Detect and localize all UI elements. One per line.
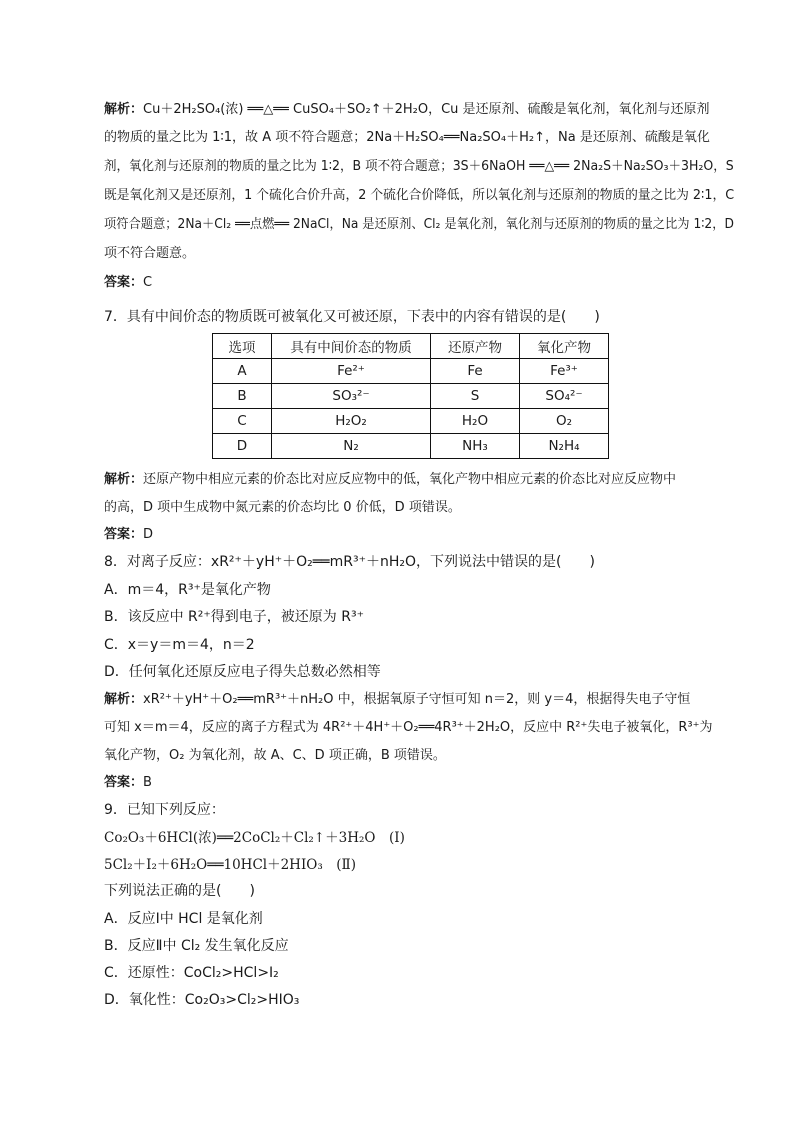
table-row bbox=[213, 434, 609, 459]
q6-analysis-line-1 bbox=[104, 98, 710, 117]
q8-option-c: C．x＝y＝m＝4，n＝2 bbox=[104, 637, 255, 653]
q6-answer-label: 答案： bbox=[104, 275, 144, 290]
q8-option-b: B．该反应中 R²⁺得到电子，被还原为 R³⁺ bbox=[104, 609, 364, 625]
table-cell: B bbox=[213, 384, 272, 409]
q6-analysis-line-6: 项不符合题意。 bbox=[104, 246, 196, 261]
q9-option-b: B．反应Ⅱ中 Cl₂ 发生氧化反应 bbox=[104, 938, 289, 954]
q7-stem: 7．具有中间价态的物质既可被氧化又可被还原，下表中的内容有错误的是( ) bbox=[104, 309, 600, 325]
q7-th-substance: 具有中间价态的物质 bbox=[272, 334, 431, 359]
q6-analysis-line-2: 的物质的量之比为 1∶1，故 A 项不符合题意；2Na＋H₂SO₄══Na₂SO₄＋H₂↑，Na 是还原剂、硫酸是氧化 bbox=[104, 130, 710, 145]
q8-analysis-line-3: 氧化产物，O₂ 为氧化剂，故 A、C、D 项正确，B 项错误。 bbox=[104, 748, 446, 763]
table-cell: Fe³⁺ bbox=[520, 359, 609, 384]
q7-th-option: 选项 bbox=[213, 334, 272, 359]
table-cell: Fe bbox=[431, 359, 520, 384]
q7-answer-value: D bbox=[143, 527, 154, 542]
q8-option-a: A．m＝4，R³⁺是氧化产物 bbox=[104, 582, 271, 598]
table-cell: NH₃ bbox=[431, 434, 520, 459]
q6-analysis-text-1: Cu＋2H₂SO₄(浓) ══△══ CuSO₄＋SO₂↑＋2H₂O，Cu 是还原剂、硫酸是氧化剂，氧化剂与还原剂 bbox=[143, 102, 710, 117]
table-cell: C bbox=[213, 409, 272, 434]
q8-stem: 8．对离子反应：xR²⁺＋yH⁺＋O₂══mR³⁺＋nH₂O，下列说法中错误的是( ) bbox=[104, 554, 595, 570]
q9-option-d: D．氧化性：Co₂O₃>Cl₂>HIO₃ bbox=[104, 992, 300, 1008]
table-row bbox=[213, 359, 609, 384]
q7-th-oxidation: 氧化产物 bbox=[520, 334, 609, 359]
q6-analysis-label: 解析： bbox=[104, 102, 144, 117]
table-cell: SO₃²⁻ bbox=[272, 384, 431, 409]
table-cell: N₂H₄ bbox=[520, 434, 609, 459]
q8-analysis-label: 解析： bbox=[104, 692, 144, 707]
table-cell: H₂O₂ bbox=[272, 409, 431, 434]
q7-analysis-line-2: 的高，D 项中生成物中氮元素的价态均比 0 价低，D 项错误。 bbox=[104, 500, 461, 515]
q8-answer-value: B bbox=[143, 775, 152, 790]
table-cell: SO₄²⁻ bbox=[520, 384, 609, 409]
q7-answer-label: 答案： bbox=[104, 527, 144, 542]
q7-th-reduction: 还原产物 bbox=[431, 334, 520, 359]
table-row bbox=[213, 384, 609, 409]
q9-reaction-1: Co₂O₃＋6HCl(浓)══2CoCl₂＋Cl₂↑＋3H₂O (Ⅰ) bbox=[104, 830, 405, 846]
table-cell: O₂ bbox=[520, 409, 609, 434]
q6-analysis-line-5: 项符合题意；2Na＋Cl₂ ══点燃══ 2NaCl，Na 是还原剂、Cl₂ 是氧化剂，氧化剂与还原剂的物质的量之比为 1∶2，D bbox=[104, 217, 734, 232]
table-cell: S bbox=[431, 384, 520, 409]
q9-option-c: C．还原性：CoCl₂>HCl>I₂ bbox=[104, 965, 279, 981]
q8-analysis-text-1: xR²⁺＋yH⁺＋O₂══mR³⁺＋nH₂O 中，根据氧原子守恒可知 n＝2，则 y＝4，根据得失电子守恒 bbox=[143, 692, 691, 707]
q7-table bbox=[212, 333, 609, 459]
table-cell: H₂O bbox=[431, 409, 520, 434]
q9-prompt: 下列说法正确的是( ) bbox=[104, 883, 255, 899]
q8-answer bbox=[104, 771, 152, 790]
table-cell: N₂ bbox=[272, 434, 431, 459]
q6-analysis-line-4: 既是氧化剂又是还原剂，1 个硫化合价升高，2 个硫化合价降低，所以氧化剂与还原剂的物质的量之比为 2∶1，C bbox=[104, 188, 735, 203]
q8-option-d: D．任何氧化还原反应电子得失总数必然相等 bbox=[104, 664, 381, 680]
table-cell: A bbox=[213, 359, 272, 384]
q7-table-header bbox=[213, 334, 609, 359]
q9-option-a: A．反应Ⅰ中 HCl 是氧化剂 bbox=[104, 911, 263, 927]
q7-analysis-label: 解析： bbox=[104, 472, 144, 487]
q7-analysis-text-1: 还原产物中相应元素的价态比对应反应物中的低，氧化产物中相应元素的价态比对应反应物中 bbox=[143, 472, 677, 487]
q7-answer bbox=[104, 523, 153, 542]
q6-answer bbox=[104, 271, 152, 290]
q9-reaction-2: 5Cl₂＋I₂＋6H₂O══10HCl＋2HIO₃ (Ⅱ) bbox=[104, 857, 356, 873]
q8-analysis-line-2: 可知 x＝m＝4，反应的离子方程式为 4R²⁺＋4H⁺＋O₂══4R³⁺＋2H₂O，反应中 R²⁺失电子被氧化，R³⁺为 bbox=[104, 720, 713, 735]
q6-answer-value: C bbox=[143, 275, 153, 290]
table-cell: D bbox=[213, 434, 272, 459]
table-cell: Fe²⁺ bbox=[272, 359, 431, 384]
q8-analysis-line-1 bbox=[104, 688, 690, 707]
q6-analysis-line-3: 剂，氧化剂与还原剂的物质的量之比为 1∶2，B 项不符合题意；3S＋6NaOH ══△══ 2Na₂S＋Na₂SO₃＋3H₂O，S bbox=[104, 159, 734, 174]
q7-analysis-line-1 bbox=[104, 468, 676, 487]
table-row bbox=[213, 409, 609, 434]
q9-stem: 9．已知下列反应： bbox=[104, 802, 225, 818]
q8-answer-label: 答案： bbox=[104, 775, 144, 790]
